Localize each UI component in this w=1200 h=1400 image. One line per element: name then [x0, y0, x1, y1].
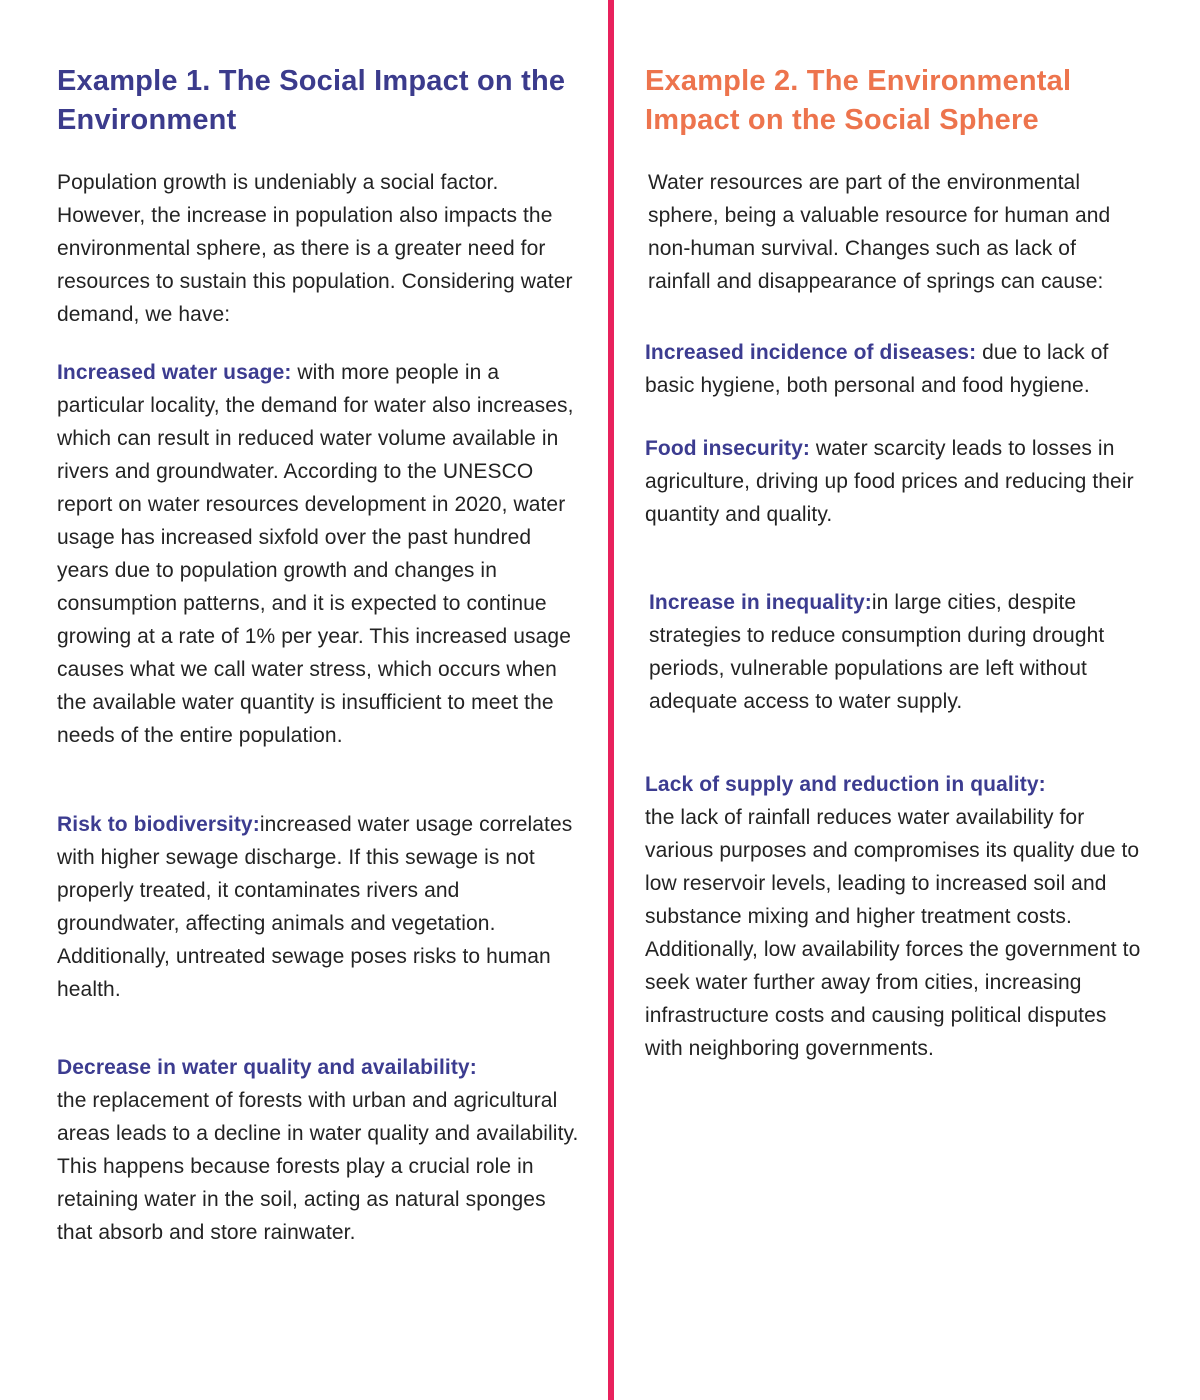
bullet-lack-of-supply	[645, 768, 1142, 1065]
example-2-heading: Example 2. The Environmental Impact on the Social Sphere	[645, 65, 1072, 136]
bullet-text-increase-inequality: in large cities, despite strategies to reduce consumption during drought periods, vulnerable populations are left without adequate access to water supply.	[649, 591, 1105, 713]
bullet-lead-food-insecurity: Food insecurity:	[645, 437, 810, 460]
bullet-text-food-insecurity: water scarcity leads to losses in agriculture, driving up food prices and reducing their quantity and quality.	[645, 437, 1134, 526]
bullet-text-increased-diseases: due to lack of basic hygiene, both personal and food hygiene.	[645, 341, 1109, 397]
bullet-lead-decrease-water-quality: Decrease in water quality and availability:	[57, 1056, 477, 1079]
example-2-intro-paragraph: Water resources are part of the environmental sphere, being a valuable resource for human and non-human survival. Changes such as lack of rainfall and disappearance of springs can cause:	[648, 171, 1111, 293]
bullet-increased-water-usage	[57, 356, 584, 752]
bullet-lead-risk-to-biodiversity: Risk to biodiversity:	[57, 813, 260, 836]
bullet-lead-increased-diseases: Increased incidence of diseases:	[645, 341, 977, 364]
bullet-risk-to-biodiversity	[57, 808, 584, 1006]
right-column-example-2	[614, 0, 1200, 1400]
bullet-text-risk-to-biodiversity: increased water usage correlates with higher sewage discharge. If this sewage is not properly treated, it contaminates rivers and groundwater, affecting animals and vegetation. Additionally, untreated sewage poses risks to human health.	[57, 813, 573, 1001]
bullet-food-insecurity	[645, 432, 1142, 531]
bullet-decrease-water-quality	[57, 1051, 584, 1249]
bullet-increase-inequality	[645, 586, 1142, 718]
bullet-lead-increased-water-usage: Increased water usage:	[57, 361, 292, 384]
bullet-increased-diseases	[645, 336, 1142, 402]
bullet-lead-lack-of-supply: Lack of supply and reduction in quality:	[645, 773, 1046, 796]
example-1-heading: Example 1. The Social Impact on the Environment	[57, 65, 566, 136]
bullet-text-decrease-water-quality: the replacement of forests with urban and agricultural areas leads to a decline in water quality and availability. This happens because forests play a crucial role in retaining water in the soil, acting as natural sponges that absorb and store rainwater.	[57, 1089, 579, 1244]
bullet-lead-increase-inequality: Increase in inequality:	[649, 591, 872, 614]
example-1-intro-paragraph: Population growth is undeniably a social factor. However, the increase in population also impacts the environmental sphere, as there is a greater need for resources to sustain this population. Considering water demand, we have:	[57, 171, 573, 326]
bullet-text-increased-water-usage: with more people in a particular locality, the demand for water also increases, which can result in reduced water volume available in rivers and groundwater. According to the UNESCO report on water resources development in 2020, water usage has increased sixfold over the past hundred years due to population growth and changes in consumption patterns, and it is expected to continue growing at a rate of 1% per year. This increased usage causes what we call water stress, which occurs when the available water quantity is insufficient to meet the needs of the entire population.	[57, 361, 574, 747]
bullet-text-lack-of-supply: the lack of rainfall reduces water availability for various purposes and compromises its quality due to low reservoir levels, leading to increased soil and substance mixing and higher treatment costs. Additionally, low availability forces the government to seek water further away from cities, increasing infrastructure costs and causing political disputes with neighboring governments.	[645, 806, 1141, 1060]
